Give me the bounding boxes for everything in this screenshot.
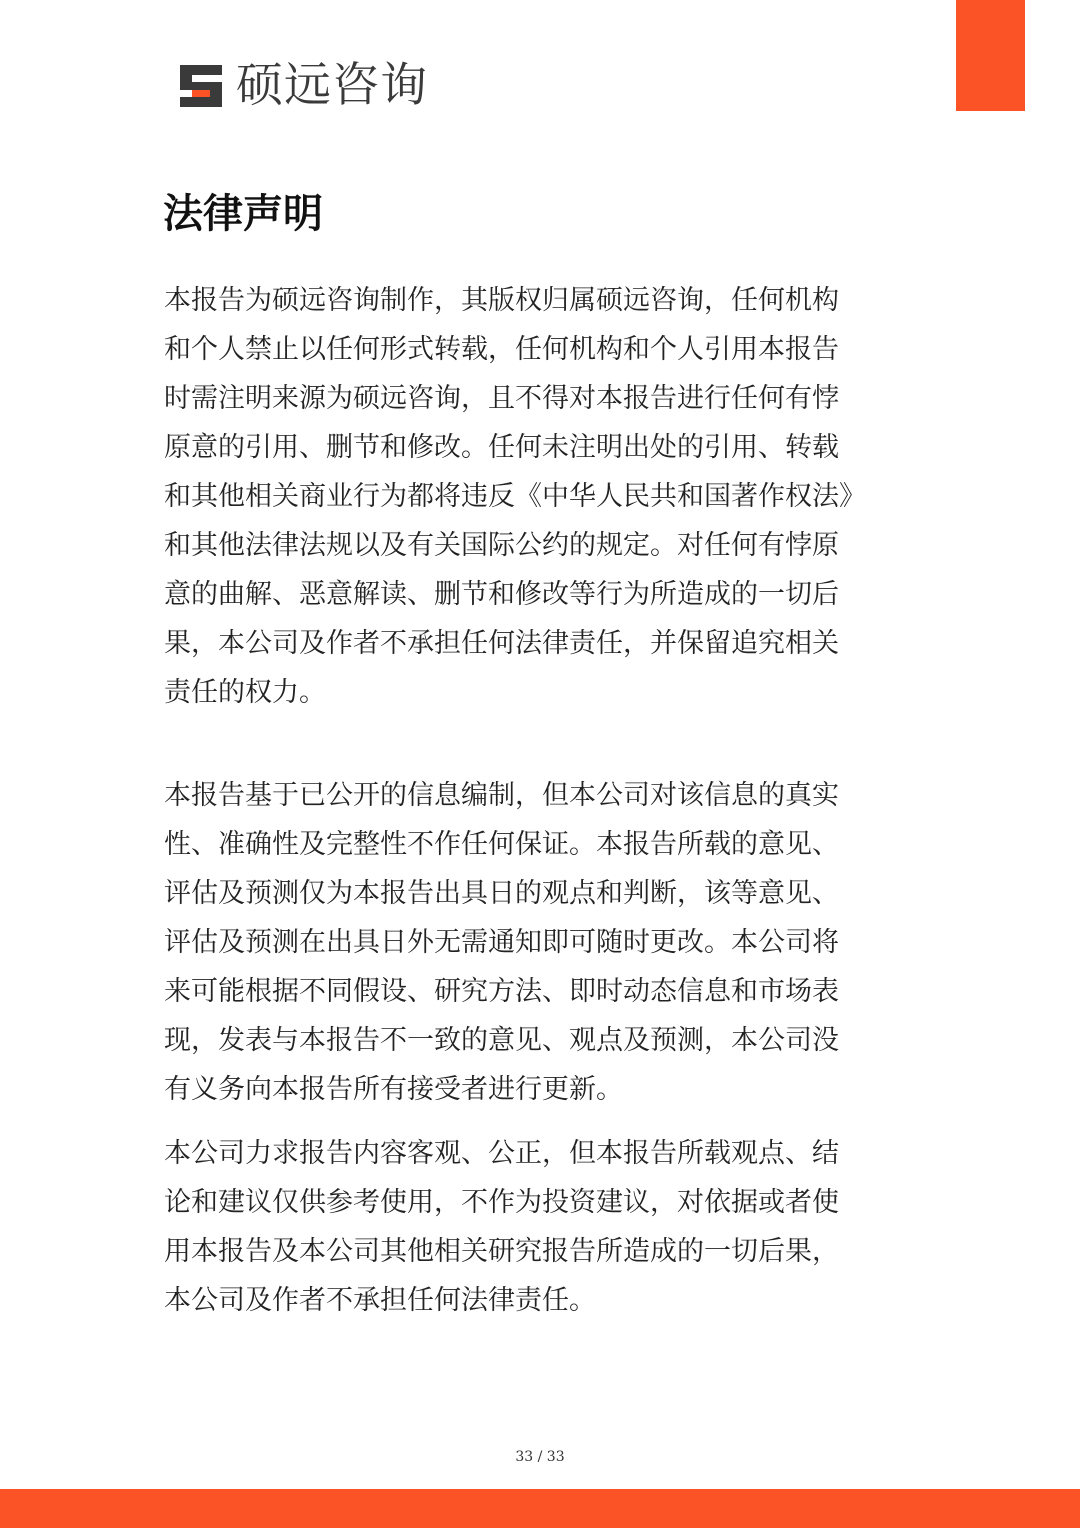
text-line: 本公司及作者不承担任何法律责任。 xyxy=(164,1285,596,1316)
text-line: 和其他相关商业行为都将违反《中华人民共和国著作权法》 xyxy=(164,481,866,512)
text-line: 本报告基于已公开的信息编制，但本公司对该信息的真实 xyxy=(164,780,839,811)
text-line: 现，发表与本报告不一致的意见、观点及预测，本公司没 xyxy=(164,1025,839,1056)
text-line: 意的曲解、恶意解读、删节和修改等行为所造成的一切后 xyxy=(164,579,839,610)
text-line: 和个人禁止以任何形式转载，任何机构和个人引用本报告 xyxy=(164,334,839,365)
text-line: 本报告为硕远咨询制作，其版权归属硕远咨询，任何机构 xyxy=(164,285,839,316)
text-line: 责任的权力。 xyxy=(164,677,326,708)
text-line: 用本报告及本公司其他相关研究报告所造成的一切后果， xyxy=(164,1236,839,1267)
text-line: 果，本公司及作者不承担任何法律责任，并保留追究相关 xyxy=(164,628,839,659)
text-line: 来可能根据不同假设、研究方法、即时动态信息和市场表 xyxy=(164,976,839,1007)
corner-accent-tab xyxy=(956,0,1025,111)
page-title: 法律声明 xyxy=(163,191,323,237)
paragraph-copyright xyxy=(164,276,924,717)
footer-accent-bar xyxy=(0,1489,1080,1528)
text-line: 论和建议仅供参考使用，不作为投资建议，对依据或者使 xyxy=(164,1187,839,1218)
stylized-s-logo-icon xyxy=(176,61,226,111)
text-line: 和其他法律法规以及有关国际公约的规定。对任何有悖原 xyxy=(164,530,839,561)
text-line: 时需注明来源为硕远咨询，且不得对本报告进行任何有悖 xyxy=(164,383,839,414)
brand-logo xyxy=(176,58,428,114)
page-number: 33 / 33 xyxy=(515,1449,565,1465)
brand-name: 硕远咨询 xyxy=(236,58,428,113)
paragraph-liability-disclaimer xyxy=(164,1129,924,1325)
text-line: 本公司力求报告内容客观、公正，但本报告所载观点、结 xyxy=(164,1138,839,1169)
paragraph-information-disclaimer xyxy=(164,771,924,1114)
text-line: 有义务向本报告所有接受者进行更新。 xyxy=(164,1074,623,1105)
text-line: 评估及预测仅为本报告出具日的观点和判断，该等意见、 xyxy=(164,878,839,909)
text-line: 评估及预测在出具日外无需通知即可随时更改。本公司将 xyxy=(164,927,839,958)
text-line: 原意的引用、删节和修改。任何未注明出处的引用、转载 xyxy=(164,432,839,463)
text-line: 性、准确性及完整性不作任何保证。本报告所载的意见、 xyxy=(164,829,839,860)
